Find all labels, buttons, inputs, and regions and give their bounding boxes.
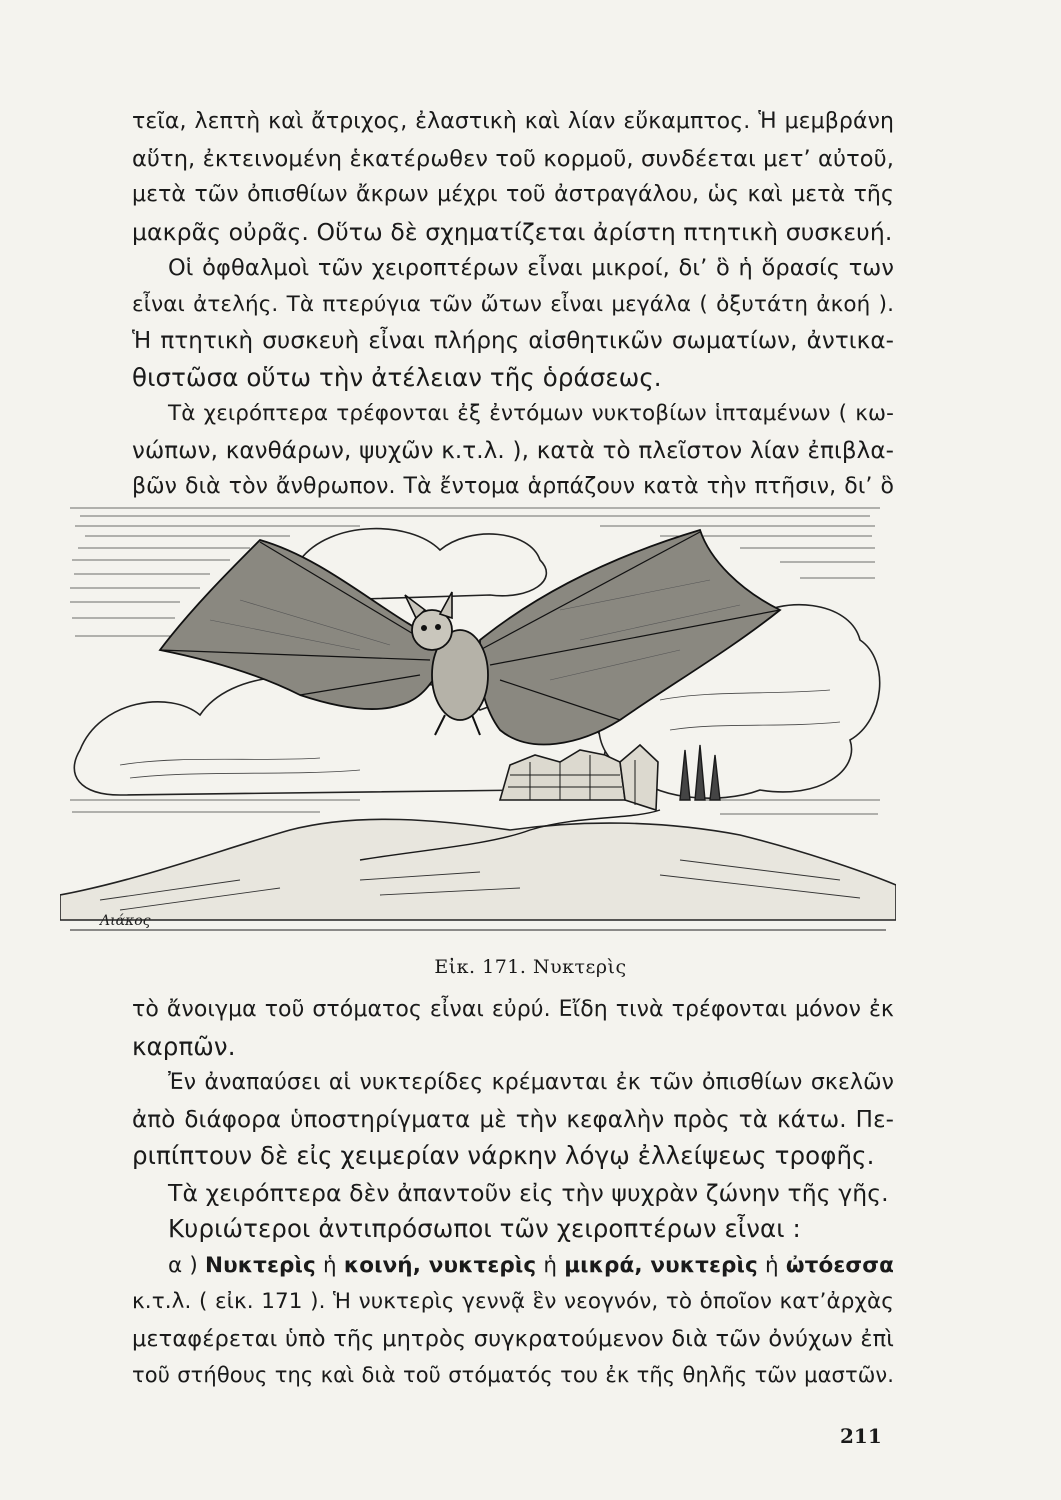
text-line: τοῦ στήθους της καὶ διὰ τοῦ στόματός του ἐκ τῆς θηλῆς τῶν μαστῶν.: [132, 1363, 894, 1387]
text-line: Οἱ ὀφθαλμοὶ τῶν χειροπτέρων εἶναι μικροί, δι’ ὃ ἡ ὅρασίς των: [168, 255, 894, 281]
text-line: βῶν διὰ τὸν ἄνθρωπον. Τὰ ἔντομα ἁρπάζουν κατὰ τὴν πτῆσιν, δι’ ὃ: [132, 474, 894, 499]
species-prefix: α ): [168, 1252, 206, 1278]
species-name: Νυκτερὶς: [205, 1252, 316, 1278]
text-line: μεταφέρεται ὑπὸ τῆς μητρὸς συγκρατούμενον διὰ τῶν ὀνύχων ἐπὶ: [132, 1325, 894, 1352]
text-line: καρπῶν.: [132, 1031, 236, 1061]
text-line: Κυριώτεροι ἀντιπρόσωποι τῶν χειροπτέρων εἶναι :: [168, 1214, 801, 1243]
species-name: μικρά, νυκτερὶς: [564, 1252, 758, 1278]
species-sep: ἡ: [536, 1252, 565, 1278]
species-name: κοινή, νυκτερὶς: [343, 1252, 537, 1278]
page-number: 211: [840, 1424, 882, 1448]
text-line: αὕτη, ἐκτεινομένη ἑκατέρωθεν τοῦ κορμοῦ, συνδέεται μετ’ αὐτοῦ,: [132, 145, 894, 172]
text-line: Ἡ πτητικὴ συσκευὴ εἶναι πλήρης αἰσθητικῶν σωματίων, ἀντικα-: [132, 328, 894, 354]
text-line: Τὰ χειρόπτερα δὲν ἀπαντοῦν εἰς τὴν ψυχρὰν ζώνην τῆς γῆς.: [168, 1178, 889, 1207]
text-line: κ.τ.λ. ( εἰκ. 171 ). Ἡ νυκτερὶς γεννᾷ ἓν νεογνόν, τὸ ὁποῖον κατ’ἀρχὰς: [132, 1289, 894, 1314]
text-line: μακρᾶς οὐρᾶς. Οὕτω δὲ σχηματίζεται ἀρίστη πτητικὴ συσκευή.: [132, 217, 893, 246]
text-block-top: [132, 104, 894, 506]
species-sep: ἡ: [315, 1252, 344, 1278]
text-line: ριπίπτουν δὲ εἰς χειμερίαν νάρκην λόγῳ ἐλλείψεως τροφῆς.: [132, 1141, 875, 1170]
text-line: τὸ ἄνοιγμα τοῦ στόματος εἶναι εὐρύ. Εἴδη τινὰ τρέφονται μόνον ἐκ: [132, 997, 894, 1022]
species-line: [132, 1248, 894, 1285]
bat-engraving: [60, 500, 896, 945]
text-block-bottom: [132, 992, 894, 1394]
text-line: τεῖα, λεπτὴ καὶ ἄτριχος, ἐλαστικὴ καὶ λίαν εὔκαμπτος. Ἡ μεμβράνη: [132, 109, 894, 134]
text-line: Τὰ χειρόπτερα τρέφονται ἐξ ἐντόμων νυκτοβίων ἱπταμένων ( κω-: [168, 401, 894, 426]
text-line: ἀπὸ διάφορα ὑποστηρίγματα μὲ τὴν κεφαλὴν πρὸς τὰ κάτω. Πε-: [132, 1106, 894, 1133]
artist-signature: Λιάκος: [100, 913, 151, 929]
bat-illustration: [60, 500, 896, 945]
text-line: Ἐν ἀναπαύσει αἱ νυκτερίδες κρέμανται ἐκ τῶν ὀπισθίων σκελῶν: [168, 1070, 894, 1095]
species-sep: ἡ: [757, 1252, 786, 1278]
text-line: εἶναι ἀτελής. Τὰ πτερύγια τῶν ὤτων εἶναι μεγάλα ( ὀξυτάτη ἀκοή ).: [132, 291, 894, 317]
figure-caption: Εἰκ. 171. Νυκτερὶς: [434, 956, 627, 978]
text-line: θιστῶσα οὕτω τὴν ἀτέλειαν τῆς ὁράσεως.: [132, 362, 662, 392]
species-name: ὠτόεσσα: [785, 1252, 894, 1278]
text-line: νώπων, κανθάρων, ψυχῶν κ.τ.λ. ), κατὰ τὸ πλεῖστον λίαν ἐπιβλα-: [132, 437, 894, 464]
text-line: μετὰ τῶν ὀπισθίων ἄκρων μέχρι τοῦ ἀστραγάλου, ὡς καὶ μετὰ τῆς: [132, 182, 894, 207]
